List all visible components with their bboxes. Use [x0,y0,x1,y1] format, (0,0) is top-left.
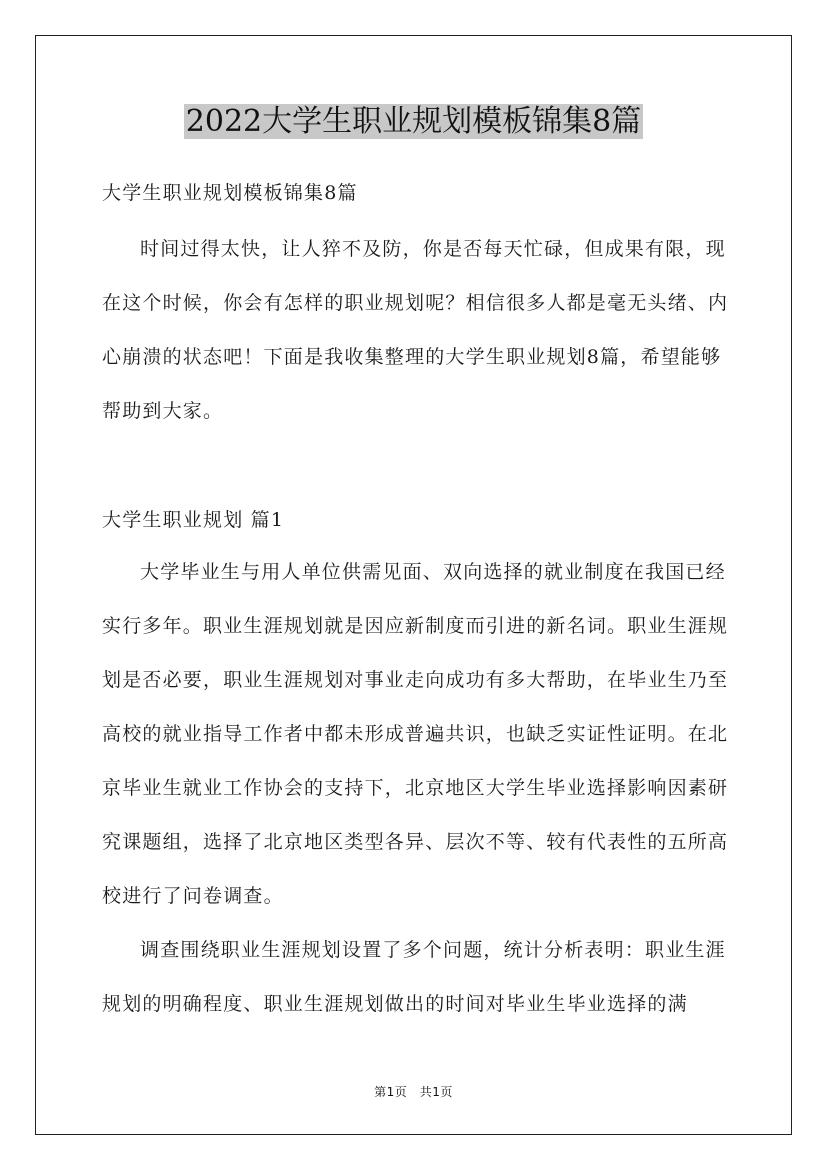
document-subtitle: 大学生职业规划模板锦集8篇 [102,182,358,204]
section-body [102,545,732,1031]
document-title [0,100,827,144]
intro-paragraph: 时间过得太快，让人猝不及防，你是否每天忙碌，但成果有限，现在这个时候，你会有怎样的职业规划呢？相信很多人都是毫无头绪、内心崩溃的状态吧！下面是我收集整理的大学生职业规划8篇，希望能够帮助到大家。 [102,238,729,422]
intro-section [102,222,732,438]
section-heading: 大学生职业规划 篇1 [102,509,285,531]
document-title-text: 2022大学生职业规划模板锦集8篇 [185,104,642,139]
page-footer: 第1页 共1页 [374,1085,453,1099]
body-paragraph: 调查围绕职业生涯规划设置了多个问题，统计分析表明：职业生涯规划的明确程度、职业生涯规划做出的时间对毕业生毕业选择的满 [102,939,726,1015]
body-paragraph: 大学毕业生与用人单位供需见面、双向选择的就业制度在我国已经实行多年。职业生涯规划就是因应新制度而引进的新名词。职业生涯规划是否必要，职业生涯规划对事业走向成功有多大帮助，在毕业生乃至高校的就业指导工作者中都未形成普遍共识，也缺乏实证性证明。在北京毕业生就业工作协会的支持下，北京地区大学生毕业选择影响因素研究课题组，选择了北京地区类型各异、层次不等、较有代表性的五所高校进行了问卷调查。 [102,561,729,907]
